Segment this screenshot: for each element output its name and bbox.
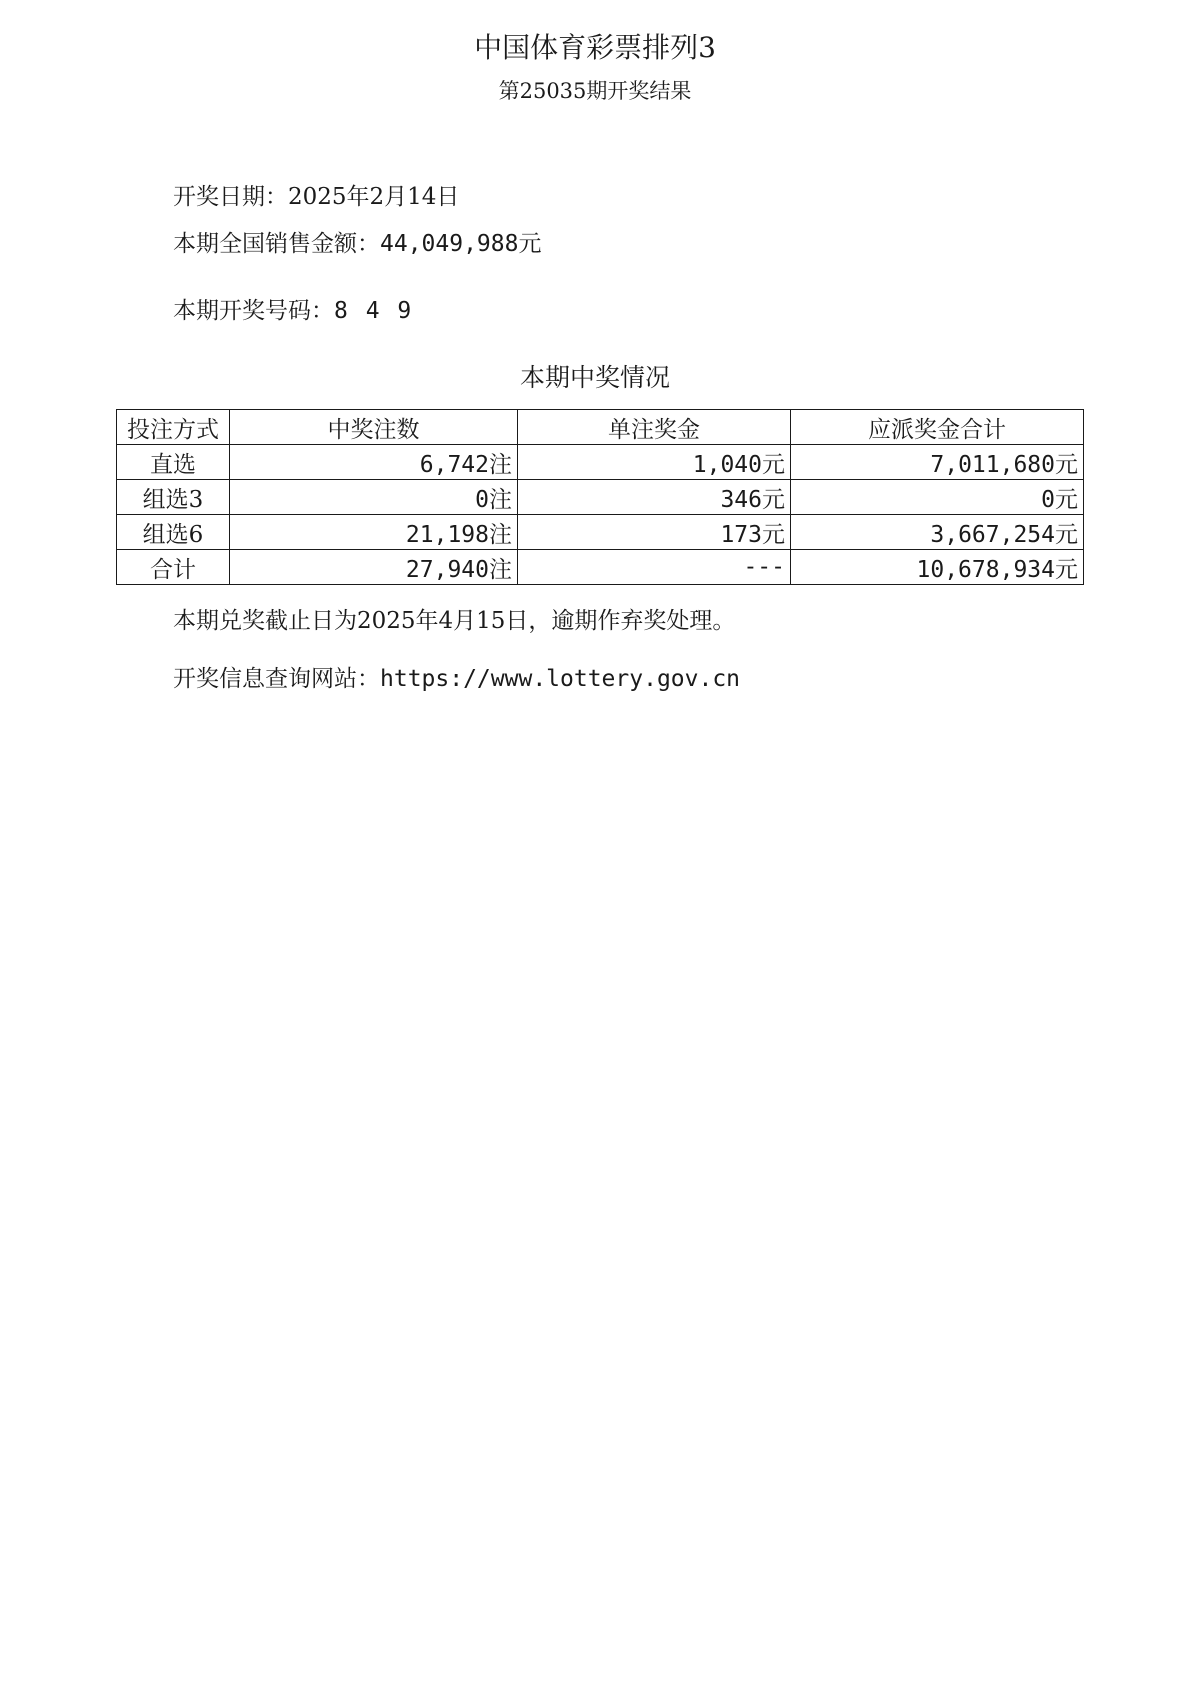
website-line bbox=[173, 663, 740, 695]
sales-amount-label: 本期全国销售金额： bbox=[173, 231, 380, 257]
prize-per-bet-cell: 1,040元 bbox=[518, 445, 791, 480]
winning-numbers-line bbox=[173, 295, 413, 327]
draw-date-label: 开奖日期： bbox=[173, 184, 288, 210]
header-bet-type: 投注方式 bbox=[117, 410, 230, 445]
prize-per-bet-cell: 346元 bbox=[518, 480, 791, 515]
total-prize-cell: 7,011,680元 bbox=[791, 445, 1084, 480]
draw-date-value: 2025年2月14日 bbox=[288, 184, 460, 210]
website-link[interactable]: https://www.lottery.gov.cn bbox=[380, 666, 741, 692]
draw-date-line bbox=[173, 181, 459, 213]
total-prize-cell: 3,667,254元 bbox=[791, 515, 1084, 550]
table-row bbox=[117, 480, 1084, 515]
claim-deadline-note: 本期兑奖截止日为2025年4月15日，逾期作弃奖处理。 bbox=[173, 608, 736, 634]
bet-type-cell: 合计 bbox=[117, 550, 230, 585]
prize-table bbox=[116, 409, 1084, 585]
header-prize-per-bet: 单注奖金 bbox=[518, 410, 791, 445]
prize-per-bet-cell: --- bbox=[518, 550, 791, 585]
sales-amount-unit: 元 bbox=[518, 231, 542, 257]
total-prize-cell: 0元 bbox=[791, 480, 1084, 515]
draw-period-subtitle: 第25035期开奖结果 bbox=[498, 79, 692, 103]
website-label: 开奖信息查询网站： bbox=[173, 666, 380, 692]
winning-count-cell: 6,742注 bbox=[230, 445, 518, 480]
page-title: 中国体育彩票排列3 bbox=[474, 31, 716, 64]
bet-type-cell: 组选6 bbox=[117, 515, 230, 550]
sales-amount-line bbox=[173, 228, 541, 260]
winning-count-cell: 0注 bbox=[230, 480, 518, 515]
table-row-total bbox=[117, 550, 1084, 585]
total-prize-cell: 10,678,934元 bbox=[791, 550, 1084, 585]
winning-numbers-label: 本期开奖号码： bbox=[173, 298, 334, 324]
winning-count-cell: 21,198注 bbox=[230, 515, 518, 550]
bet-type-cell: 直选 bbox=[117, 445, 230, 480]
sales-amount-value: 44,049,988 bbox=[380, 231, 519, 257]
header-winning-count: 中奖注数 bbox=[230, 410, 518, 445]
winning-count-cell: 27,940注 bbox=[230, 550, 518, 585]
prize-table-title: 本期中奖情况 bbox=[519, 363, 670, 392]
table-row bbox=[117, 445, 1084, 480]
table-row bbox=[117, 515, 1084, 550]
prize-per-bet-cell: 173元 bbox=[518, 515, 791, 550]
bet-type-cell: 组选3 bbox=[117, 480, 230, 515]
table-header-row bbox=[117, 410, 1084, 445]
winning-numbers-value: 8 4 9 bbox=[334, 298, 414, 324]
header-total-prize: 应派奖金合计 bbox=[791, 410, 1084, 445]
